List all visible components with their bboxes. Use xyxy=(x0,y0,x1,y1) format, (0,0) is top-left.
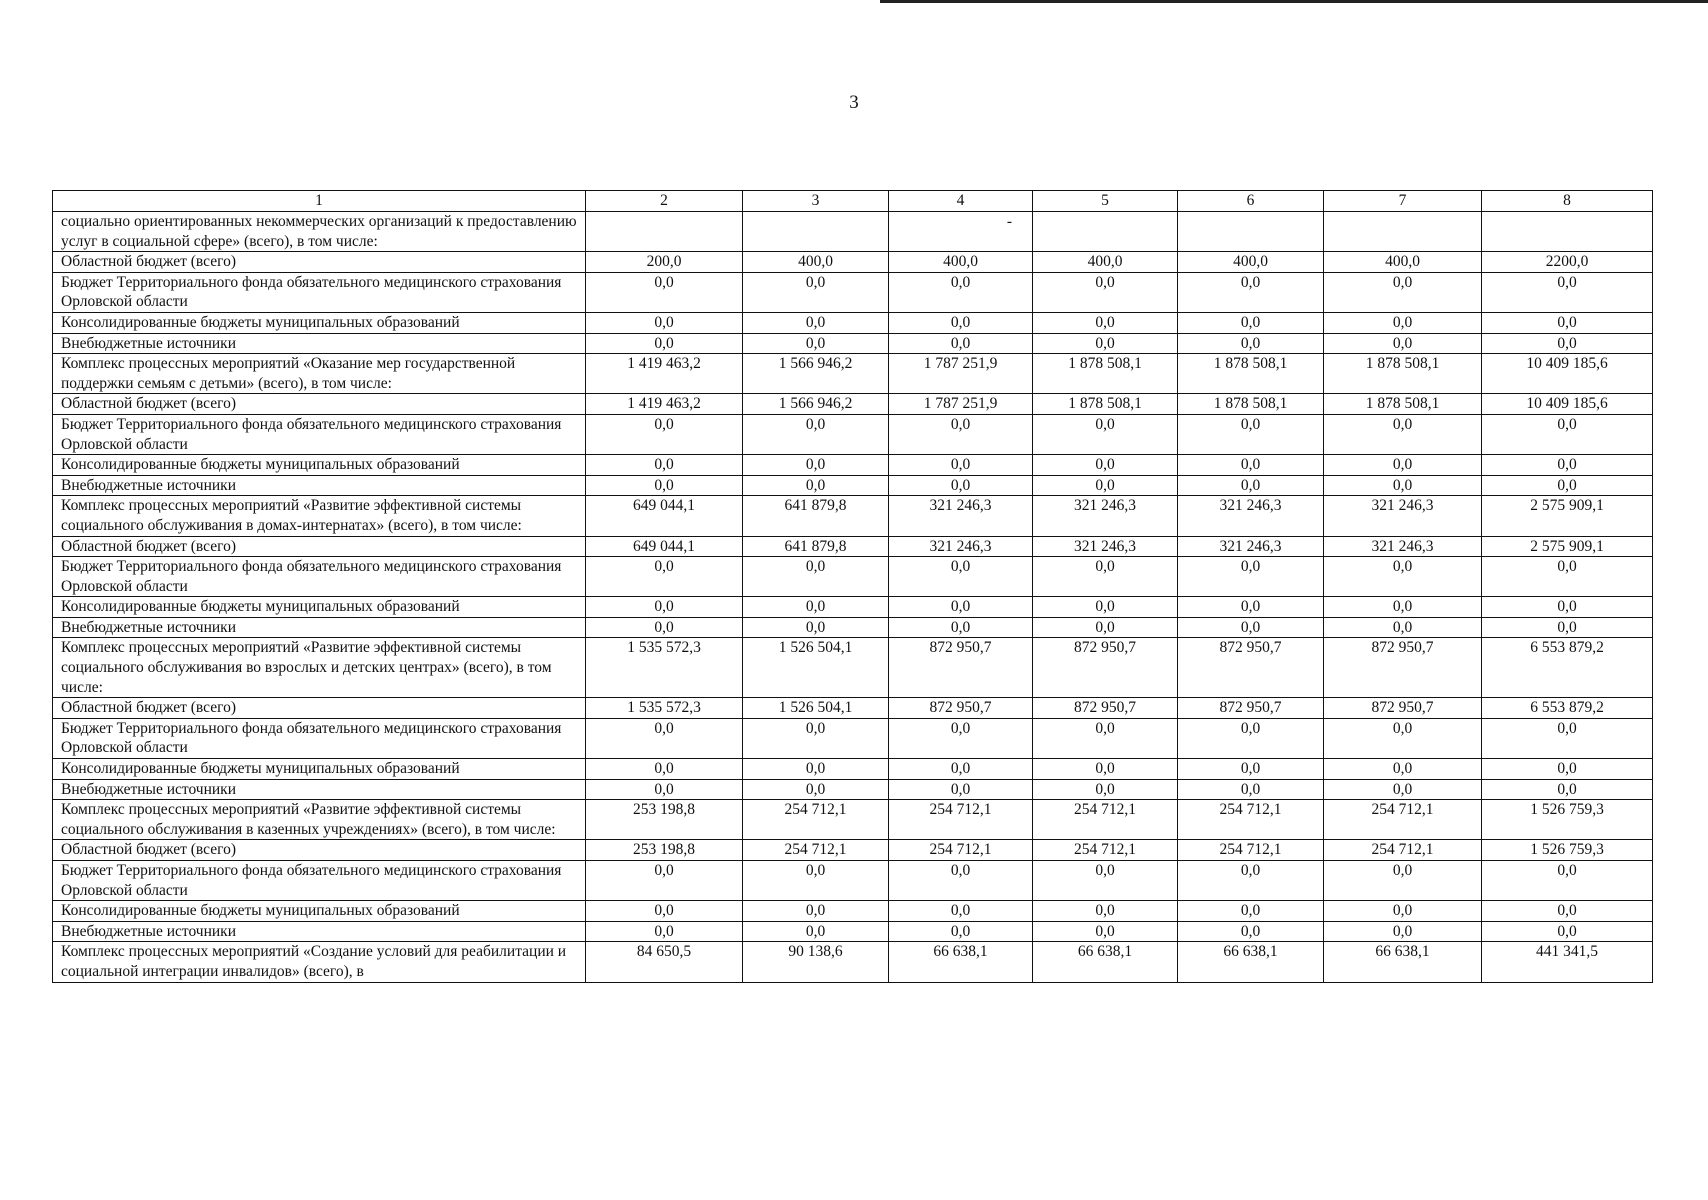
value-cell-col-5: 0,0 xyxy=(1033,475,1178,496)
value-cell-col-5: 254 712,1 xyxy=(1033,840,1178,861)
table-row xyxy=(53,557,1653,597)
row-label: Областной бюджет (всего) xyxy=(53,698,586,719)
value-cell-col-4: 400,0 xyxy=(889,252,1033,273)
value-cell-col-8: 0,0 xyxy=(1482,414,1653,454)
value-cell-col-7: 0,0 xyxy=(1324,475,1482,496)
column-header-5: 5 xyxy=(1033,191,1178,212)
value-cell-col-4: 66 638,1 xyxy=(889,942,1033,982)
value-cell-col-6: 0,0 xyxy=(1178,455,1324,476)
row-label: Консолидированные бюджеты муниципальных образований xyxy=(53,455,586,476)
table-row xyxy=(53,759,1653,780)
value-cell-col-5: 0,0 xyxy=(1033,921,1178,942)
table-row xyxy=(53,414,1653,454)
row-label: Внебюджетные источники xyxy=(53,617,586,638)
value-cell-col-2: 0,0 xyxy=(586,333,743,354)
value-cell-col-5: 0,0 xyxy=(1033,779,1178,800)
value-cell-col-3: 1 566 946,2 xyxy=(743,394,889,415)
header-row xyxy=(53,191,1653,212)
row-label: Комплекс процессных мероприятий «Развитие эффективной системы социального обслуживания во взрослых и детских центрах» (всего), в том числе: xyxy=(53,638,586,698)
value-cell-col-5: 872 950,7 xyxy=(1033,698,1178,719)
row-label: Консолидированные бюджеты муниципальных образований xyxy=(53,312,586,333)
value-cell-col-3: 0,0 xyxy=(743,455,889,476)
value-cell-col-4: 0,0 xyxy=(889,333,1033,354)
value-cell-col-4: 0,0 xyxy=(889,455,1033,476)
row-label: Бюджет Территориального фонда обязательного медицинского страхования Орловской области xyxy=(53,557,586,597)
table-row xyxy=(53,942,1653,982)
value-cell-col-8: 1 526 759,3 xyxy=(1482,800,1653,840)
value-cell-col-6 xyxy=(1178,212,1324,252)
value-cell-col-7: 321 246,3 xyxy=(1324,536,1482,557)
table-row xyxy=(53,638,1653,698)
value-cell-col-3: 1 566 946,2 xyxy=(743,354,889,394)
value-cell-col-8: 0,0 xyxy=(1482,617,1653,638)
value-cell-col-3: 0,0 xyxy=(743,414,889,454)
value-cell-col-2: 649 044,1 xyxy=(586,536,743,557)
value-cell-col-6: 254 712,1 xyxy=(1178,840,1324,861)
value-cell-col-6: 254 712,1 xyxy=(1178,800,1324,840)
value-cell-col-5: 0,0 xyxy=(1033,861,1178,901)
value-cell-col-2: 0,0 xyxy=(586,901,743,922)
value-cell-col-4: 321 246,3 xyxy=(889,496,1033,536)
value-cell-col-6: 0,0 xyxy=(1178,597,1324,618)
table-row xyxy=(53,333,1653,354)
value-cell-col-7: 872 950,7 xyxy=(1324,638,1482,698)
table-row xyxy=(53,252,1653,273)
value-cell-col-3: 0,0 xyxy=(743,759,889,780)
dash-mark: - xyxy=(1006,213,1012,230)
value-cell-col-5: 254 712,1 xyxy=(1033,800,1178,840)
value-cell-col-5: 0,0 xyxy=(1033,333,1178,354)
table-row xyxy=(53,455,1653,476)
value-cell-col-5: 66 638,1 xyxy=(1033,942,1178,982)
value-cell-col-7: 0,0 xyxy=(1324,617,1482,638)
value-cell-col-7: 400,0 xyxy=(1324,252,1482,273)
table-row xyxy=(53,536,1653,557)
value-cell-col-7: 254 712,1 xyxy=(1324,800,1482,840)
value-cell-col-6: 1 878 508,1 xyxy=(1178,354,1324,394)
value-cell-col-2: 0,0 xyxy=(586,597,743,618)
value-cell-col-8: 0,0 xyxy=(1482,455,1653,476)
value-cell-col-8: 10 409 185,6 xyxy=(1482,394,1653,415)
table-row xyxy=(53,496,1653,536)
value-cell-col-2: 0,0 xyxy=(586,312,743,333)
value-cell-col-4: 0,0 xyxy=(889,617,1033,638)
value-cell-col-5: 321 246,3 xyxy=(1033,496,1178,536)
value-cell-col-3: 0,0 xyxy=(743,718,889,758)
row-label: Внебюджетные источники xyxy=(53,333,586,354)
value-cell-col-6: 0,0 xyxy=(1178,901,1324,922)
value-cell-col-7: 0,0 xyxy=(1324,272,1482,312)
column-header-2: 2 xyxy=(586,191,743,212)
value-cell-col-7: 0,0 xyxy=(1324,901,1482,922)
value-cell-col-4: 0,0 xyxy=(889,414,1033,454)
value-cell-col-3: 0,0 xyxy=(743,617,889,638)
value-cell-col-8: 0,0 xyxy=(1482,718,1653,758)
value-cell-col-6: 321 246,3 xyxy=(1178,496,1324,536)
value-cell-col-5: 0,0 xyxy=(1033,759,1178,780)
value-cell-col-4: 254 712,1 xyxy=(889,840,1033,861)
value-cell-col-4: 0,0 xyxy=(889,718,1033,758)
value-cell-col-4: 872 950,7 xyxy=(889,698,1033,719)
value-cell-col-3: 0,0 xyxy=(743,272,889,312)
table-body xyxy=(53,212,1653,983)
value-cell-col-2: 200,0 xyxy=(586,252,743,273)
value-cell-col-5: 1 878 508,1 xyxy=(1033,354,1178,394)
table-row xyxy=(53,840,1653,861)
table-row xyxy=(53,475,1653,496)
value-cell-col-7: 254 712,1 xyxy=(1324,840,1482,861)
value-cell-col-3: 0,0 xyxy=(743,861,889,901)
value-cell-col-2: 0,0 xyxy=(586,455,743,476)
value-cell-col-8: 0,0 xyxy=(1482,779,1653,800)
value-cell-col-8: 441 341,5 xyxy=(1482,942,1653,982)
value-cell-col-3: 0,0 xyxy=(743,901,889,922)
column-header-6: 6 xyxy=(1178,191,1324,212)
value-cell-col-2: 0,0 xyxy=(586,779,743,800)
row-label: Комплекс процессных мероприятий «Развитие эффективной системы социального обслуживания в домах-интернатах» (всего), в том числе: xyxy=(53,496,586,536)
table-row xyxy=(53,617,1653,638)
value-cell-col-4: 0,0 xyxy=(889,597,1033,618)
value-cell-col-6: 0,0 xyxy=(1178,718,1324,758)
value-cell-col-4: 0,0 xyxy=(889,272,1033,312)
value-cell-col-5: 0,0 xyxy=(1033,617,1178,638)
value-cell-col-5: 321 246,3 xyxy=(1033,536,1178,557)
value-cell-col-7: 0,0 xyxy=(1324,557,1482,597)
value-cell-col-8: 1 526 759,3 xyxy=(1482,840,1653,861)
value-cell-col-3: 0,0 xyxy=(743,312,889,333)
value-cell-col-2: 0,0 xyxy=(586,617,743,638)
value-cell-col-4: 0,0 xyxy=(889,779,1033,800)
value-cell-col-2: 253 198,8 xyxy=(586,840,743,861)
row-label: Комплекс процессных мероприятий «Оказание мер государственной поддержки семьям с детьми» (всего), в том числе: xyxy=(53,354,586,394)
value-cell-col-3: 1 526 504,1 xyxy=(743,698,889,719)
value-cell-col-2: 1 419 463,2 xyxy=(586,394,743,415)
value-cell-col-6: 0,0 xyxy=(1178,921,1324,942)
value-cell-col-7: 0,0 xyxy=(1324,333,1482,354)
value-cell-col-8: 2 575 909,1 xyxy=(1482,496,1653,536)
value-cell-col-3 xyxy=(743,212,889,252)
value-cell-col-2: 649 044,1 xyxy=(586,496,743,536)
value-cell-col-6: 0,0 xyxy=(1178,759,1324,780)
row-label: Консолидированные бюджеты муниципальных образований xyxy=(53,901,586,922)
value-cell-col-4: 0,0 xyxy=(889,901,1033,922)
row-label: Внебюджетные источники xyxy=(53,779,586,800)
value-cell-col-4: 0,0 xyxy=(889,312,1033,333)
value-cell-col-5: 0,0 xyxy=(1033,718,1178,758)
value-cell-col-7: 0,0 xyxy=(1324,312,1482,333)
table-row xyxy=(53,921,1653,942)
value-cell-col-6: 872 950,7 xyxy=(1178,698,1324,719)
page-number: 3 xyxy=(849,92,859,113)
value-cell-col-6: 321 246,3 xyxy=(1178,536,1324,557)
row-label: Комплекс процессных мероприятий «Развитие эффективной системы социального обслуживания в казенных учреждениях» (всего), в том числе: xyxy=(53,800,586,840)
value-cell-col-6: 0,0 xyxy=(1178,475,1324,496)
budget-table xyxy=(52,190,1653,983)
value-cell-col-8: 0,0 xyxy=(1482,333,1653,354)
value-cell-col-2: 0,0 xyxy=(586,759,743,780)
value-cell-col-5: 0,0 xyxy=(1033,312,1178,333)
value-cell-col-8: 0,0 xyxy=(1482,557,1653,597)
table-row xyxy=(53,394,1653,415)
table-row xyxy=(53,312,1653,333)
value-cell-col-8: 0,0 xyxy=(1482,272,1653,312)
value-cell-col-5: 0,0 xyxy=(1033,901,1178,922)
column-header-7: 7 xyxy=(1324,191,1482,212)
value-cell-col-4: 0,0 xyxy=(889,475,1033,496)
value-cell-col-3: 90 138,6 xyxy=(743,942,889,982)
value-cell-col-6: 872 950,7 xyxy=(1178,638,1324,698)
value-cell-col-5: 872 950,7 xyxy=(1033,638,1178,698)
value-cell-col-2 xyxy=(586,212,743,252)
value-cell-col-4: 0,0 xyxy=(889,557,1033,597)
value-cell-col-6: 400,0 xyxy=(1178,252,1324,273)
table-row xyxy=(53,861,1653,901)
row-label: Областной бюджет (всего) xyxy=(53,840,586,861)
value-cell-col-4: 1 787 251,9 xyxy=(889,394,1033,415)
value-cell-col-3: 0,0 xyxy=(743,333,889,354)
value-cell-col-8: 0,0 xyxy=(1482,901,1653,922)
value-cell-col-3: 641 879,8 xyxy=(743,536,889,557)
table-row xyxy=(53,212,1653,252)
table-row xyxy=(53,901,1653,922)
value-cell-col-7: 0,0 xyxy=(1324,414,1482,454)
row-label: Внебюджетные источники xyxy=(53,475,586,496)
value-cell-col-7: 66 638,1 xyxy=(1324,942,1482,982)
value-cell-col-8: 0,0 xyxy=(1482,759,1653,780)
value-cell-col-8: 2 575 909,1 xyxy=(1482,536,1653,557)
value-cell-col-7: 0,0 xyxy=(1324,779,1482,800)
value-cell-col-4 xyxy=(889,212,1033,252)
value-cell-col-4: 254 712,1 xyxy=(889,800,1033,840)
value-cell-col-4: 0,0 xyxy=(889,759,1033,780)
value-cell-col-6: 0,0 xyxy=(1178,414,1324,454)
value-cell-col-3: 254 712,1 xyxy=(743,840,889,861)
row-label: Бюджет Территориального фонда обязательного медицинского страхования Орловской области xyxy=(53,861,586,901)
table-row xyxy=(53,779,1653,800)
value-cell-col-5: 0,0 xyxy=(1033,455,1178,476)
column-header-8: 8 xyxy=(1482,191,1653,212)
value-cell-col-3: 0,0 xyxy=(743,597,889,618)
value-cell-col-3: 0,0 xyxy=(743,779,889,800)
top-border-line xyxy=(880,0,1708,3)
row-label: Комплекс процессных мероприятий «Создание условий для реабилитации и социальной интеграции инвалидов» (всего), в xyxy=(53,942,586,982)
value-cell-col-3: 254 712,1 xyxy=(743,800,889,840)
value-cell-col-8: 6 553 879,2 xyxy=(1482,698,1653,719)
table-row xyxy=(53,698,1653,719)
value-cell-col-8: 0,0 xyxy=(1482,312,1653,333)
row-label: Бюджет Территориального фонда обязательного медицинского страхования Орловской области xyxy=(53,718,586,758)
value-cell-col-7: 0,0 xyxy=(1324,597,1482,618)
value-cell-col-2: 84 650,5 xyxy=(586,942,743,982)
value-cell-col-4: 0,0 xyxy=(889,921,1033,942)
row-label: Областной бюджет (всего) xyxy=(53,252,586,273)
value-cell-col-2: 1 419 463,2 xyxy=(586,354,743,394)
value-cell-col-8: 0,0 xyxy=(1482,475,1653,496)
value-cell-col-7: 0,0 xyxy=(1324,718,1482,758)
value-cell-col-6: 66 638,1 xyxy=(1178,942,1324,982)
value-cell-col-7: 872 950,7 xyxy=(1324,698,1482,719)
value-cell-col-7: 1 878 508,1 xyxy=(1324,354,1482,394)
row-label: Консолидированные бюджеты муниципальных образований xyxy=(53,597,586,618)
table-row xyxy=(53,354,1653,394)
value-cell-col-4: 321 246,3 xyxy=(889,536,1033,557)
value-cell-col-2: 0,0 xyxy=(586,272,743,312)
value-cell-col-2: 253 198,8 xyxy=(586,800,743,840)
value-cell-col-6: 0,0 xyxy=(1178,333,1324,354)
value-cell-col-8 xyxy=(1482,212,1653,252)
value-cell-col-5: 1 878 508,1 xyxy=(1033,394,1178,415)
value-cell-col-8: 0,0 xyxy=(1482,597,1653,618)
row-label: Бюджет Территориального фонда обязательного медицинского страхования Орловской области xyxy=(53,414,586,454)
value-cell-col-5: 400,0 xyxy=(1033,252,1178,273)
value-cell-col-2: 0,0 xyxy=(586,475,743,496)
value-cell-col-4: 1 787 251,9 xyxy=(889,354,1033,394)
value-cell-col-3: 1 526 504,1 xyxy=(743,638,889,698)
value-cell-col-7: 321 246,3 xyxy=(1324,496,1482,536)
value-cell-col-2: 1 535 572,3 xyxy=(586,698,743,719)
value-cell-col-7: 0,0 xyxy=(1324,861,1482,901)
value-cell-col-7: 0,0 xyxy=(1324,759,1482,780)
value-cell-col-4: 0,0 xyxy=(889,861,1033,901)
value-cell-col-3: 0,0 xyxy=(743,557,889,597)
value-cell-col-8: 2200,0 xyxy=(1482,252,1653,273)
value-cell-col-2: 0,0 xyxy=(586,718,743,758)
value-cell-col-2: 0,0 xyxy=(586,921,743,942)
table-row xyxy=(53,718,1653,758)
value-cell-col-3: 0,0 xyxy=(743,921,889,942)
value-cell-col-5: 0,0 xyxy=(1033,414,1178,454)
column-header-1: 1 xyxy=(53,191,586,212)
table-row xyxy=(53,272,1653,312)
table-row xyxy=(53,597,1653,618)
value-cell-col-7 xyxy=(1324,212,1482,252)
value-cell-col-6: 0,0 xyxy=(1178,557,1324,597)
value-cell-col-2: 1 535 572,3 xyxy=(586,638,743,698)
row-label: Внебюджетные источники xyxy=(53,921,586,942)
value-cell-col-8: 0,0 xyxy=(1482,861,1653,901)
value-cell-col-5: 0,0 xyxy=(1033,272,1178,312)
value-cell-col-8: 0,0 xyxy=(1482,921,1653,942)
value-cell-col-3: 641 879,8 xyxy=(743,496,889,536)
value-cell-col-7: 0,0 xyxy=(1324,921,1482,942)
value-cell-col-6: 0,0 xyxy=(1178,272,1324,312)
value-cell-col-3: 400,0 xyxy=(743,252,889,273)
row-label: Областной бюджет (всего) xyxy=(53,536,586,557)
value-cell-col-6: 0,0 xyxy=(1178,617,1324,638)
table-row xyxy=(53,800,1653,840)
value-cell-col-5 xyxy=(1033,212,1178,252)
value-cell-col-2: 0,0 xyxy=(586,861,743,901)
value-cell-col-2: 0,0 xyxy=(586,414,743,454)
value-cell-col-7: 1 878 508,1 xyxy=(1324,394,1482,415)
column-header-3: 3 xyxy=(743,191,889,212)
value-cell-col-7: 0,0 xyxy=(1324,455,1482,476)
row-label: Бюджет Территориального фонда обязательного медицинского страхования Орловской области xyxy=(53,272,586,312)
value-cell-col-8: 6 553 879,2 xyxy=(1482,638,1653,698)
value-cell-col-4: 872 950,7 xyxy=(889,638,1033,698)
row-label: социально ориентированных некоммерческих организаций к предоставлению услуг в социальной сфере» (всего), в том числе: xyxy=(53,212,586,252)
value-cell-col-5: 0,0 xyxy=(1033,557,1178,597)
value-cell-col-8: 10 409 185,6 xyxy=(1482,354,1653,394)
column-header-4: 4 xyxy=(889,191,1033,212)
value-cell-col-6: 0,0 xyxy=(1178,861,1324,901)
value-cell-col-3: 0,0 xyxy=(743,475,889,496)
value-cell-col-6: 0,0 xyxy=(1178,312,1324,333)
value-cell-col-6: 0,0 xyxy=(1178,779,1324,800)
value-cell-col-5: 0,0 xyxy=(1033,597,1178,618)
row-label: Консолидированные бюджеты муниципальных образований xyxy=(53,759,586,780)
value-cell-col-6: 1 878 508,1 xyxy=(1178,394,1324,415)
row-label: Областной бюджет (всего) xyxy=(53,394,586,415)
value-cell-col-2: 0,0 xyxy=(586,557,743,597)
